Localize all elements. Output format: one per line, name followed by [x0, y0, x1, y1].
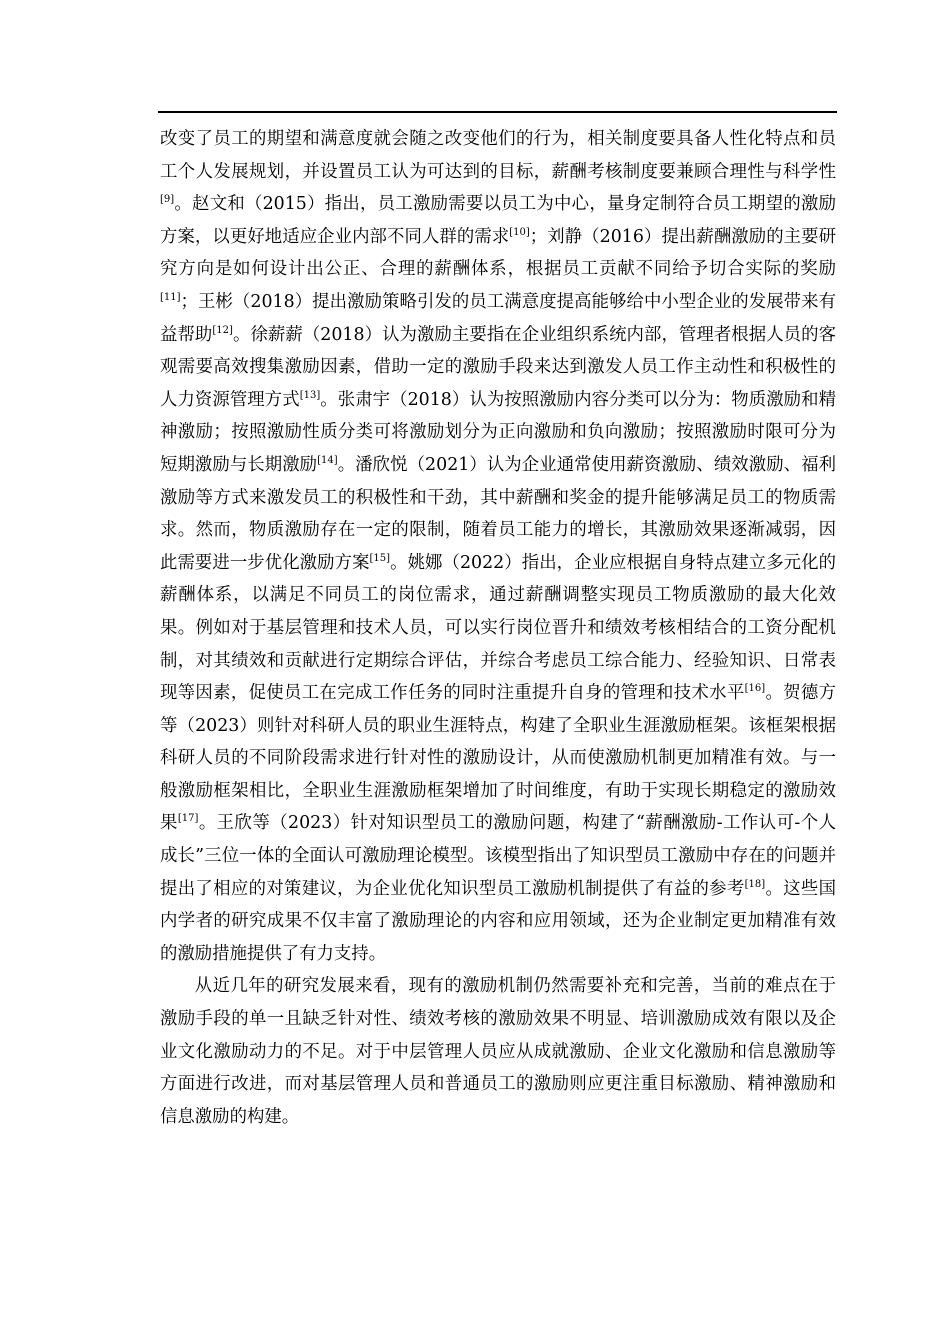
citation-marker: [17] — [177, 813, 199, 825]
paragraph — [160, 970, 836, 1133]
citation-marker: [18] — [744, 878, 766, 890]
text-run: 。王欣等（2023）针对知识型员工的激励问题，构建了“薪酬激励-工作认可-个人成长”三位一体的全面认可激励理论模型。该模型指出了知识型员工激励中存在的问题并提出了相应的对策建议，为企业优化知识型员工激励机制提供了有益的参考 — [160, 813, 836, 899]
text-run: 。徐薪薪（2018）认为激励主要指在企业组织系统内部，管理者根据人员的客观需要高效搜集激励因素，借助一定的激励手段来达到激发人员工作主动性和积极性的人力资源管理方式 — [160, 324, 836, 410]
citation-marker: [10] — [509, 226, 530, 238]
citation-marker: [12] — [212, 324, 233, 336]
text-run: ；刘静（2016）提出薪酬激励的主要研究方向是如何设计出公正、合理的薪酬体系，根据员工贡献不同给予切合实际的奖励 — [160, 226, 836, 280]
text-run: 。姚娜（2022）指出，企业应根据自身特点建立多元化的薪酬体系，以满足不同员工的岗位需求，通过薪酬调整实现员工物质激励的最大化效果。例如对于基层管理和技术人员，可以实行岗位晋升和绩效考核相结合的工资分配机制，对其绩效和贡献进行定期综合评估，并综合考虑员工综合能力、经验知识、日常表现等因素，促使员工在完成工作任务的同时注重提升自身的管理和技术水平 — [160, 552, 836, 704]
text-run: 。赵文和（2015）指出，员工激励需要以员工为中心，量身定制符合员工期望的激励方案，以更好地适应企业内部不同人群的需求 — [160, 194, 836, 247]
text-run: ；王彬（2018）提出激励策略引发的员工满意度提高能够给中小型企业的发展带来有益帮助 — [160, 291, 836, 345]
text-run: 改变了员工的期望和满意度就会随之改变他们的行为，相关制度要具备人性化特点和员工个人发展规划，并设置员工认为可达到的目标，薪酬考核制度要兼顾合理性与科学性 — [160, 129, 836, 182]
text-run: 。这些国内学者的研究成果不仅丰富了激励理论的内容和应用领域，还为企业制定更加精准有效的激励措施提供了有力支持。 — [160, 878, 836, 964]
citation-marker: [13] — [299, 389, 321, 401]
header-rule — [158, 111, 837, 113]
document-body — [160, 123, 836, 1133]
text-run: 从近几年的研究发展来看，现有的激励机制仍然需要补充和完善，当前的难点在于激励手段的单一且缺乏针对性、绩效考核的激励效果不明显、培训激励成效有限以及企业文化激励动力的不足。对于中层管理人员应从成就激励、企业文化激励和信息激励等方面进行改进，而对基层管理人员和普通员工的激励则应更注重目标激励、精神激励和信息激励的构建。 — [160, 976, 836, 1127]
citation-marker: [16] — [744, 683, 766, 695]
citation-marker: [11] — [160, 292, 181, 304]
paragraph — [160, 123, 836, 970]
citation-marker: [9] — [160, 194, 175, 206]
citation-marker: [14] — [317, 455, 338, 467]
text-run: 。贺德方等（2023）则针对科研人员的职业生涯特点，构建了全职业生涯激励框架。该框架根据科研人员的不同阶段需求进行针对性的激励设计，从而使激励机制更加精准有效。与一般激励框架相比，全职业生涯激励框架增加了时间维度，有助于实现长期稳定的激励效果 — [160, 683, 836, 834]
text-run: 。潘欣悦（2021）认为企业通常使用薪资激励、绩效激励、福利激励等方式来激发员工的积极性和干劲，其中薪酬和奖金的提升能够满足员工的物质需求。然而，物质激励存在一定的限制，随着员工能力的增长，其激励效果逐渐减弱，因此需要进一步优化激励方案 — [160, 454, 836, 573]
citation-marker: [15] — [369, 552, 391, 564]
text-run: 。张肃宇（2018）认为按照激励内容分类可以分为：物质激励和精神激励；按照激励性质分类可将激励划分为正向激励和负向激励；按照激励时限可分为短期激励与长期激励 — [160, 389, 836, 475]
